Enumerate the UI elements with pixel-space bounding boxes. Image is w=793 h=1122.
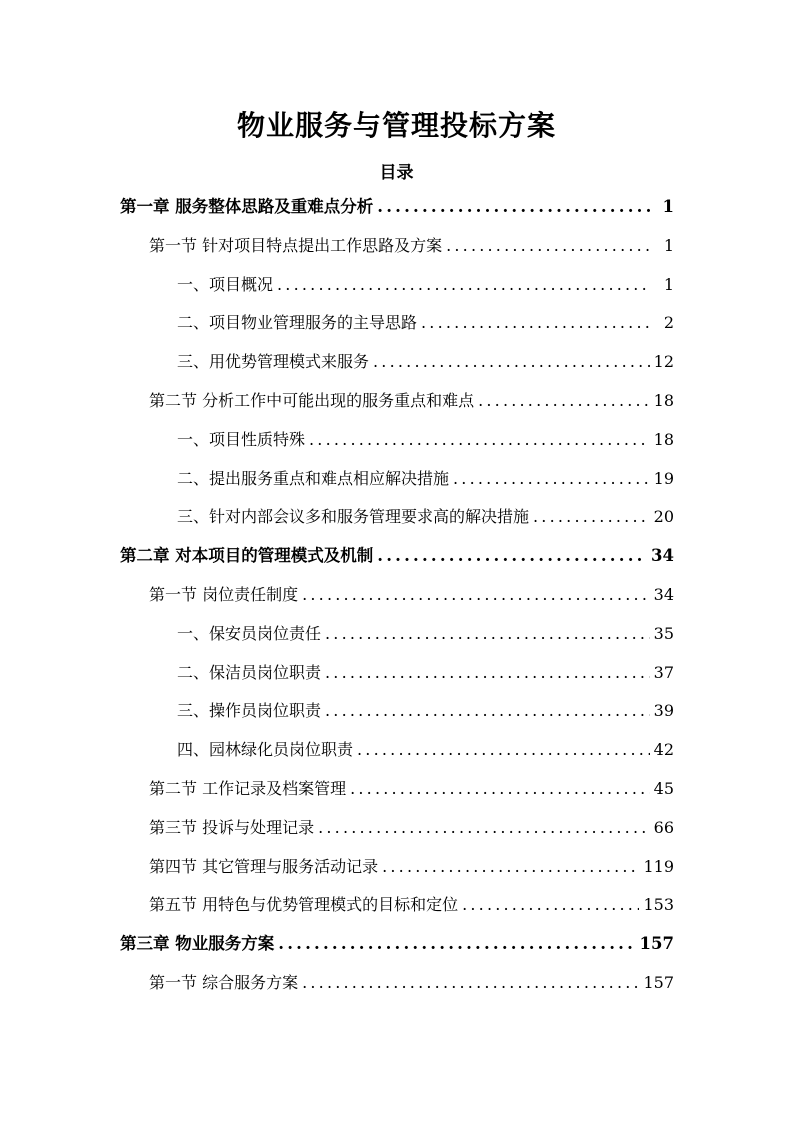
toc-entry-page-number: 18 — [653, 391, 674, 410]
toc-entry[interactable] — [149, 855, 674, 879]
toc-entry-page-number: 45 — [653, 779, 674, 798]
toc-dot-leader — [325, 699, 650, 723]
toc-dot-leader — [278, 932, 635, 956]
toc-entry[interactable] — [177, 505, 674, 529]
toc-entry-label: 三、用优势管理模式来服务 — [177, 352, 370, 371]
toc-dot-leader — [325, 661, 650, 685]
toc-entry[interactable] — [149, 971, 674, 995]
toc-dot-leader — [478, 389, 650, 413]
toc-entry-page-number: 35 — [653, 624, 674, 643]
toc-dot-leader — [302, 971, 639, 995]
toc-dot-leader — [357, 738, 650, 762]
toc-entry-label: 三、针对内部会议多和服务管理要求高的解决措施 — [177, 507, 530, 526]
toc-dot-leader — [446, 234, 650, 258]
toc-entry[interactable] — [177, 622, 674, 646]
toc-entry[interactable] — [177, 350, 674, 374]
toc-entry[interactable] — [177, 428, 674, 452]
toc-entry-label: 第一节 岗位责任制度 — [149, 585, 299, 604]
toc-entry-label: 第一节 针对项目特点提出工作思路及方案 — [149, 236, 443, 255]
toc-entry[interactable] — [177, 699, 674, 723]
toc-entry-label: 第一章 服务整体思路及重难点分析 — [120, 197, 374, 216]
toc-entry-label: 第三章 物业服务方案 — [120, 934, 275, 953]
toc-dot-leader — [373, 350, 650, 374]
toc-entry-page-number: 119 — [643, 857, 674, 876]
toc-entry-page-number: 34 — [653, 585, 674, 604]
toc-entry-page-number: 37 — [653, 663, 674, 682]
toc-entry[interactable] — [149, 234, 674, 258]
toc-entry-label: 第二节 工作记录及档案管理 — [149, 779, 347, 798]
toc-entry-label: 二、保洁员岗位职责 — [177, 663, 322, 682]
toc-dot-leader — [302, 583, 650, 607]
toc-entry[interactable] — [149, 816, 674, 840]
toc-entry-label: 一、项目概况 — [177, 275, 274, 294]
toc-entry[interactable] — [149, 777, 674, 801]
toc-entry[interactable] — [120, 932, 674, 956]
toc-entry-label: 一、项目性质特殊 — [177, 430, 306, 449]
toc-entry-label: 二、提出服务重点和难点相应解决措施 — [177, 469, 450, 488]
toc-entry[interactable] — [177, 661, 674, 685]
toc-entry[interactable] — [177, 273, 674, 297]
toc-dot-leader — [421, 311, 650, 335]
toc-entry-page-number: 1 — [663, 275, 674, 294]
toc-entry-page-number: 34 — [651, 546, 674, 565]
toc-entry-page-number: 157 — [639, 934, 674, 953]
toc-entry-label: 三、操作员岗位职责 — [177, 701, 322, 720]
toc-entry-page-number: 2 — [663, 313, 674, 332]
toc-entry[interactable] — [177, 738, 674, 762]
toc-dot-leader — [462, 893, 639, 917]
toc-entry-page-number: 39 — [653, 701, 674, 720]
toc-entry-page-number: 42 — [653, 740, 674, 759]
toc-dot-leader — [309, 428, 650, 452]
toc-entry-page-number: 12 — [653, 352, 674, 371]
toc-entry-label: 第一节 综合服务方案 — [149, 973, 299, 992]
toc-dot-leader — [325, 622, 650, 646]
toc-entry-label: 一、保安员岗位责任 — [177, 624, 322, 643]
toc-entry-page-number: 157 — [643, 973, 674, 992]
toc-entry[interactable] — [149, 389, 674, 413]
toc-entry-page-number: 1 — [662, 197, 674, 216]
toc-dot-leader — [453, 467, 650, 491]
toc-entry-page-number: 20 — [653, 507, 674, 526]
toc-entry-page-number: 18 — [653, 430, 674, 449]
toc-entry-label: 第二章 对本项目的管理模式及机制 — [120, 546, 374, 565]
toc-entry-label: 第二节 分析工作中可能出现的服务重点和难点 — [149, 391, 475, 410]
toc-entry-page-number: 153 — [643, 895, 674, 914]
toc-heading: 目录 — [379, 163, 414, 183]
toc-dot-leader — [382, 855, 639, 879]
toc-dot-leader — [350, 777, 650, 801]
toc-entry-label: 四、园林绿化员岗位职责 — [177, 740, 354, 759]
document-title: 物业服务与管理投标方案 — [236, 109, 556, 142]
toc-entry-label: 第五节 用特色与优势管理模式的目标和定位 — [149, 895, 459, 914]
toc-entry[interactable] — [149, 583, 674, 607]
toc-entry-label: 第三节 投诉与处理记录 — [149, 818, 315, 837]
toc-entry-page-number: 66 — [653, 818, 674, 837]
toc-entry[interactable] — [177, 311, 674, 335]
toc-entry-label: 第四节 其它管理与服务活动记录 — [149, 857, 379, 876]
toc-dot-leader — [377, 544, 647, 568]
toc-entry[interactable] — [120, 195, 674, 219]
toc-dot-leader — [318, 816, 650, 840]
toc-entry-page-number: 1 — [663, 236, 674, 255]
toc-entry-label: 二、项目物业管理服务的主导思路 — [177, 313, 418, 332]
toc-entry[interactable] — [177, 467, 674, 491]
toc-entry-page-number: 19 — [653, 469, 674, 488]
toc-dot-leader — [533, 505, 650, 529]
toc-dot-leader — [377, 195, 650, 219]
toc-dot-leader — [277, 273, 650, 297]
toc-entry[interactable] — [149, 893, 674, 917]
toc-entry[interactable] — [120, 544, 674, 568]
